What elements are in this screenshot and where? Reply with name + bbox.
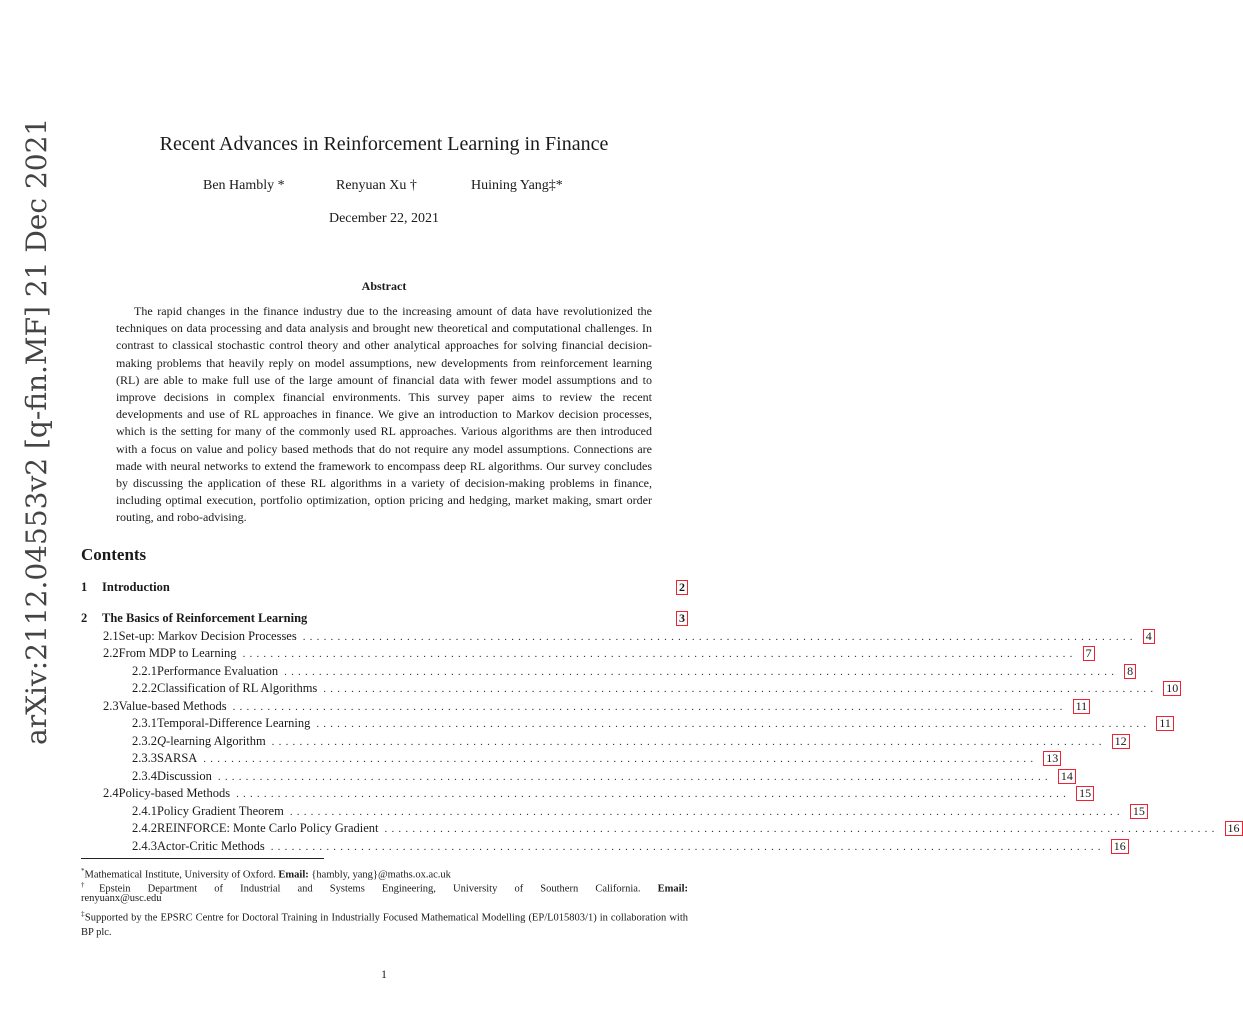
footnote-1-text: Mathematical Institute, University of Oxford. [84, 869, 276, 881]
toc-entry-number: 2.4.3 [132, 839, 157, 853]
toc-entry-label: Policy Gradient Theorem [157, 804, 284, 818]
footnote-1-mark: * [81, 867, 85, 875]
toc-entry-number: 2.2 [103, 646, 119, 660]
toc-entry-number: 2.2.1 [132, 664, 157, 678]
toc-leader-dots: ........................................................................................................................ [242, 648, 1077, 660]
footnote-2-email-label: Email: [657, 883, 689, 895]
footnote-3-mark: ‡ [81, 910, 85, 918]
toc-entry-number: 2.4 [103, 786, 119, 800]
paper-title: Recent Advances in Reinforcement Learning in Finance [159, 133, 609, 155]
toc-entry-label: Temporal-Difference Learning [157, 716, 311, 730]
footnote-1-email[interactable]: {hambly, yang}@maths.ox.ac.uk [311, 869, 451, 881]
toc-leader-dots: ........................................................................................................................ [289, 806, 1124, 818]
toc-leader-dots: ........................................................................................................................ [323, 683, 1158, 695]
footnote-3-text: Supported by the EPSRC Centre for Doctoral Training in Industrially Focused Mathematical Modelling (EP/L015803/1) in collaboration with BP plc. [81, 912, 688, 938]
author-2: Renyuan Xu † [336, 178, 417, 193]
toc-entry-label: The Basics of Reinforcement Learning [102, 611, 308, 625]
toc-entry-label: Policy-based Methods [118, 786, 231, 800]
toc-leader-dots: ........................................................................................................................ [316, 718, 1151, 730]
toc-page-link[interactable]: 4 [1143, 629, 1155, 644]
toc-entry-label: Actor-Critic Methods [157, 839, 265, 853]
paper-date: December 22, 2021 [328, 211, 440, 226]
toc-entry-label: Discussion [157, 769, 212, 783]
toc-page-link[interactable]: 2 [676, 580, 688, 595]
footnote-2-email[interactable]: renyuanx@usc.edu [81, 893, 162, 904]
toc-leader-dots: ........................................................................................................................ [232, 701, 1067, 713]
toc-page-link[interactable]: 10 [1163, 681, 1181, 696]
toc-entry-label: SARSA [157, 751, 198, 765]
toc-page-link[interactable]: 7 [1083, 646, 1095, 661]
toc-entry-number: 2.1 [103, 629, 119, 643]
toc-entry[interactable] [81, 629, 1152, 646]
toc-entry[interactable] [81, 716, 1171, 733]
footnote-rule [81, 858, 324, 859]
toc-page-link[interactable]: 16 [1111, 839, 1129, 854]
abstract-text: The rapid changes in the finance industry due to the increasing amount of data have revolutionized the techniques on data processing and data analysis and brought new theoretical and computational challenges. In contrast to classical stochastic control theory and other analytical approaches for solving financial decision-making problems that heavily reply on model assumptions, new developments from reinforcement learning (RL) are able to make full use of the large amount of financial data with fewer model assumptions and to improve decisions in complex financial environments. This survey paper aims to review the recent developments and use of RL approaches in finance. We give an introduction to Markov decision processes, which is the setting for many of the commonly used RL approaches. Various algorithms are then introduced with a focus on value and policy based methods that do not require any model assumptions. Connections are made with neural networks to extend the framework to encompass deep RL algorithms. Our survey concludes by discussing the application of these RL algorithms in a variety of decision-making problems in finance, including optimal execution, portfolio optimization, option pricing and hedging, market making, smart order routing, and robo-advising. [116, 304, 652, 525]
toc-leader-dots: ........................................................................................................................ [217, 771, 1052, 783]
footnote-2-mark: † [81, 881, 99, 889]
toc-entry[interactable] [81, 681, 1179, 698]
toc-entry[interactable] [81, 804, 1145, 821]
footnote-2-continued [81, 892, 688, 907]
footnote-1-email-label: Email: [278, 869, 309, 881]
toc-entry-label: Classification of RL Algorithms [157, 681, 318, 695]
toc-entry-label: REINFORCE: Monte Carlo Policy Gradient [157, 821, 379, 835]
toc-entry[interactable] [81, 646, 1092, 663]
toc-page-link[interactable]: 11 [1156, 716, 1174, 731]
toc-entry-number: 2.4.2 [132, 821, 157, 835]
toc-entry-number: 2.3.4 [132, 769, 157, 783]
footnote-2-text: Epstein Department of Industrial and Systems Engineering, University of Southern California. [99, 883, 641, 895]
toc-entry[interactable] [81, 580, 688, 597]
toc-leader-dots: ........................................................................................................................ [284, 666, 1119, 678]
toc-entry-number: 2.3.3 [132, 751, 157, 765]
toc-entry-label: Value-based Methods [118, 699, 227, 713]
toc-entry-label: Q-learning Algorithm [157, 734, 266, 748]
toc-page-link[interactable]: 15 [1076, 786, 1094, 801]
toc-leader-dots: ........................................................................................................................ [203, 753, 1038, 765]
toc-page-link[interactable]: 12 [1112, 734, 1130, 749]
toc-page-link[interactable]: 13 [1043, 751, 1061, 766]
toc-entry-number: 2.3.2 [132, 734, 157, 748]
toc-entry[interactable] [81, 839, 1126, 856]
toc-leader-dots: ........................................................................................................................ [302, 631, 1137, 643]
toc-entry-number: 2.4.1 [132, 804, 157, 818]
toc-entry[interactable] [81, 786, 1092, 803]
toc-page-link[interactable]: 8 [1124, 664, 1136, 679]
toc-entry-label: From MDP to Learning [118, 646, 237, 660]
toc-page-link[interactable]: 15 [1130, 804, 1148, 819]
footnote-3 [81, 907, 688, 941]
toc-page-link[interactable]: 11 [1073, 699, 1091, 714]
toc-leader-dots: ........................................................................................................................ [270, 841, 1105, 853]
toc-entry[interactable] [81, 664, 1134, 681]
toc-entry[interactable] [81, 751, 1059, 768]
toc-page-link[interactable]: 14 [1058, 769, 1076, 784]
author-1: Ben Hambly * [203, 178, 285, 193]
toc-entry[interactable] [81, 769, 1073, 786]
toc-entry[interactable] [81, 699, 1088, 716]
toc-leader-dots: ........................................................................................................................ [271, 736, 1106, 748]
toc-entry-label: Performance Evaluation [157, 664, 279, 678]
toc-entry-label: Set-up: Markov Decision Processes [118, 629, 297, 643]
toc-page-link[interactable]: 3 [676, 611, 688, 626]
toc-entry-number: 2.2.2 [132, 681, 157, 695]
abstract-heading: Abstract [361, 279, 407, 293]
toc-page-link[interactable]: 16 [1225, 821, 1243, 836]
toc-entry-label: Introduction [102, 580, 170, 594]
author-3: Huining Yang‡* [471, 178, 563, 193]
toc-entry-number: 2 [81, 611, 88, 625]
contents-heading: Contents [81, 545, 147, 564]
toc-entry[interactable] [81, 821, 1240, 838]
toc-leader-dots: ........................................................................................................................ [384, 823, 1219, 835]
toc-entry[interactable] [81, 611, 688, 628]
arxiv-sidebar-id: arXiv:2112.04553v2 [q-fin.MF] 21 Dec 2021 [20, 117, 53, 745]
toc-entry-number: 2.3 [103, 699, 119, 713]
page-number: 1 [381, 967, 387, 981]
toc-leader-dots: ........................................................................................................................ [236, 788, 1071, 800]
toc-entry[interactable] [81, 734, 1127, 751]
toc-entry-number: 1 [81, 580, 88, 594]
toc-entry-number: 2.3.1 [132, 716, 157, 730]
